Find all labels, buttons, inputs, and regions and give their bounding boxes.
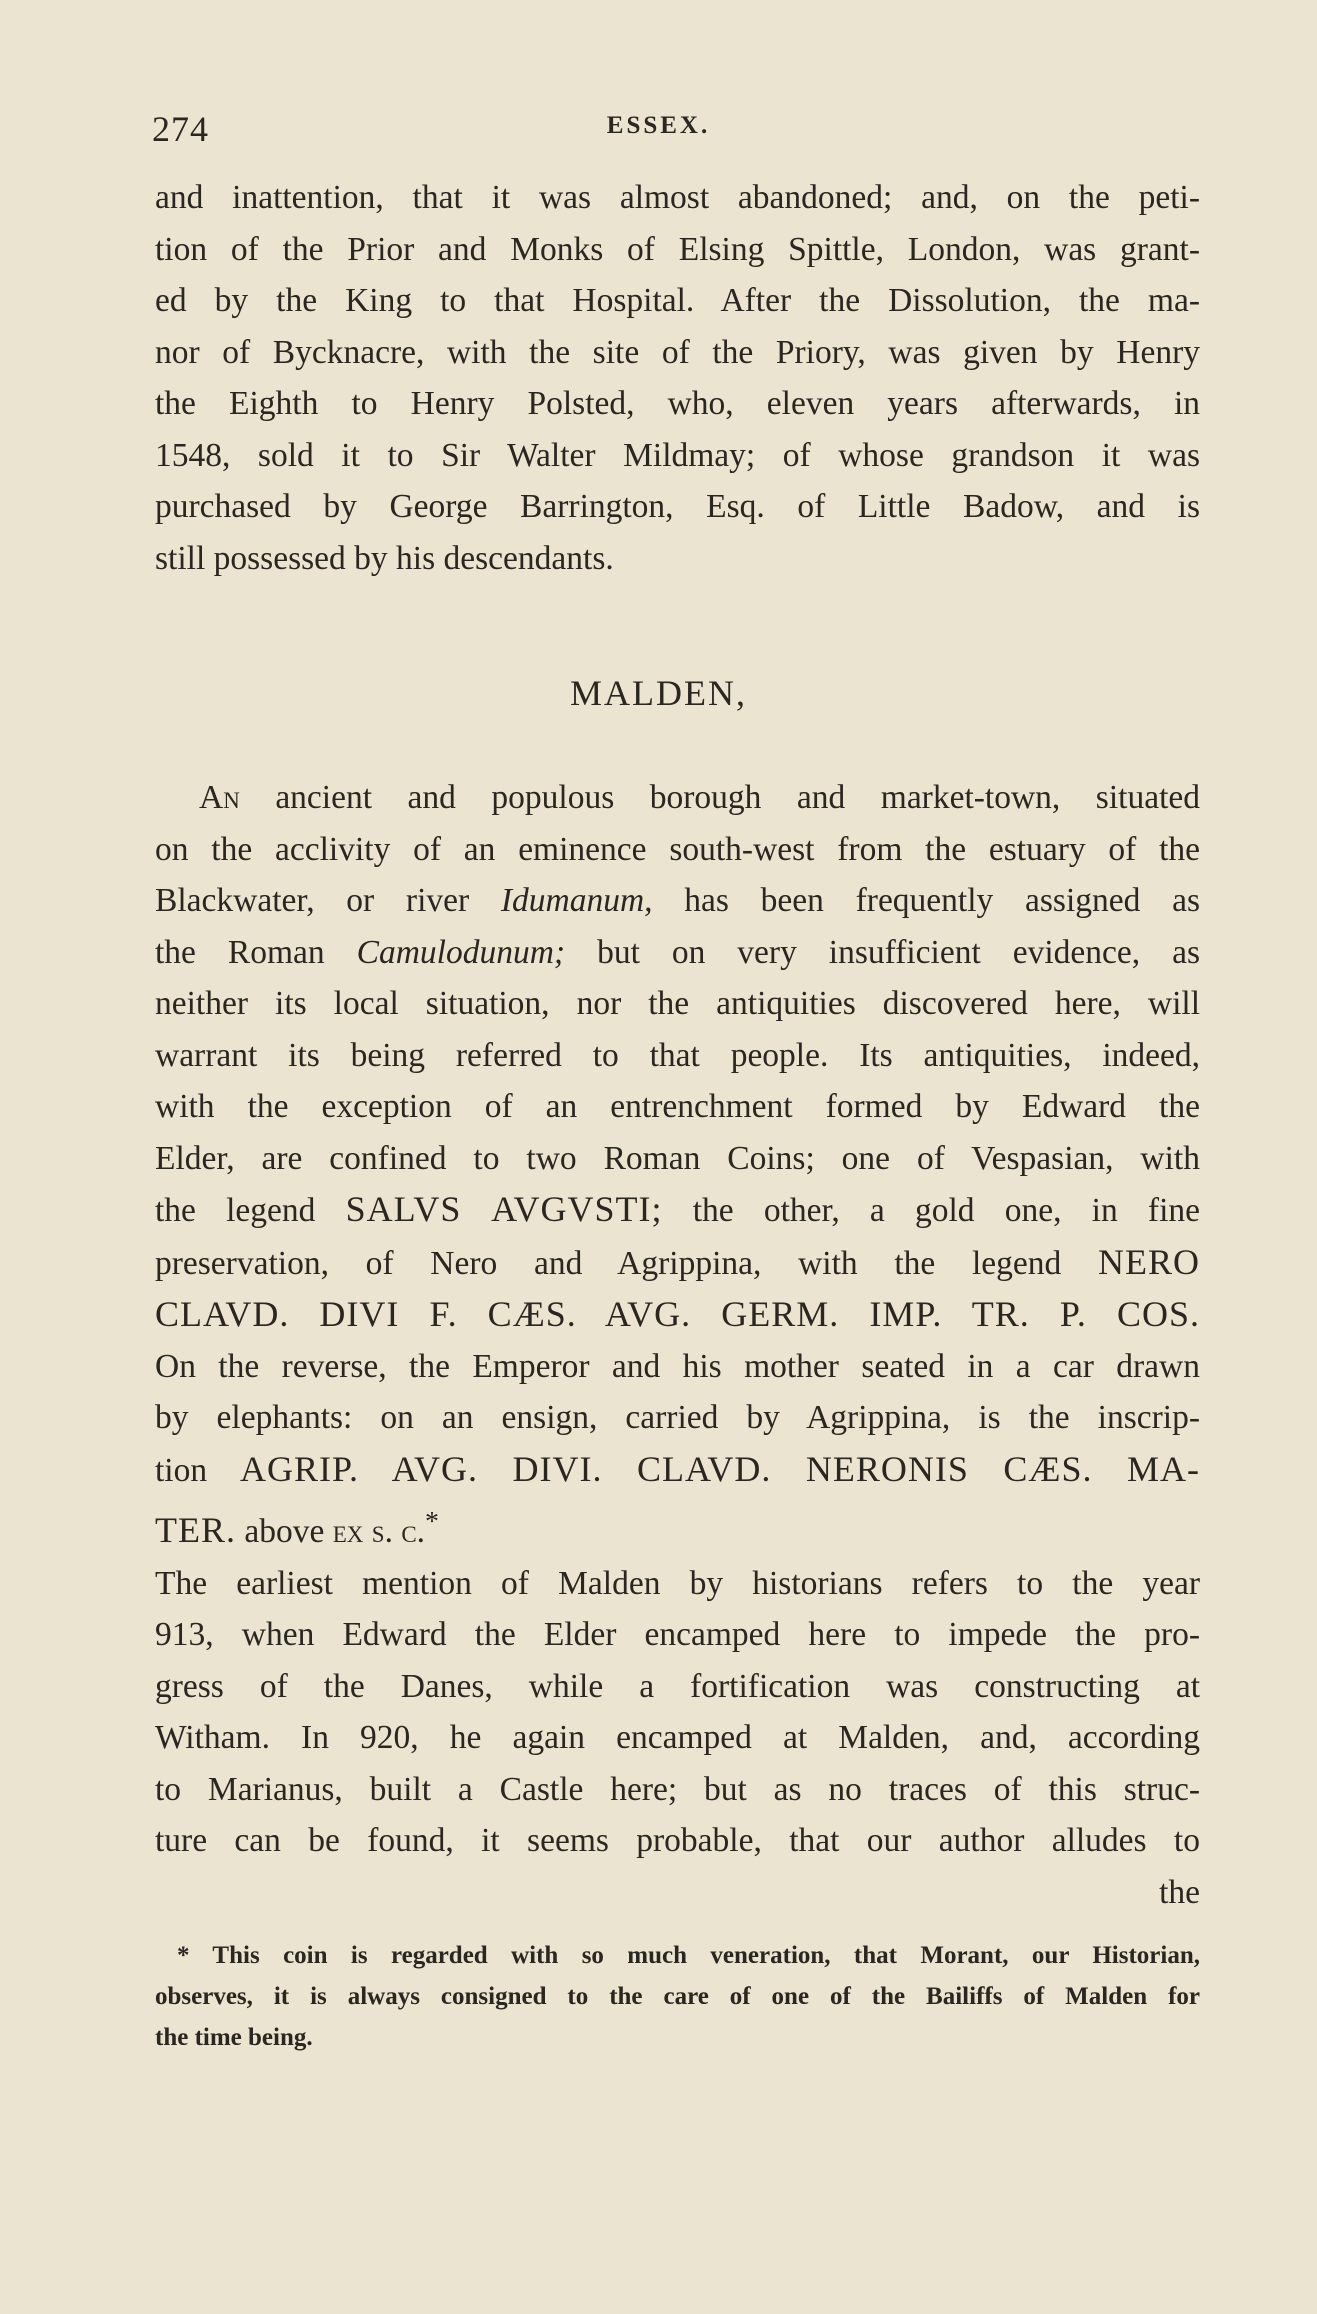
coin-legend: NERO bbox=[1098, 1241, 1201, 1282]
text-line: purchased by George Barrington, Esq. of Little Badow, and is bbox=[155, 488, 1200, 525]
italic-term: Idumanum, bbox=[500, 882, 653, 919]
inscription: AGRIP. AVG. DIVI. CLAVD. NERONIS CÆS. MA- bbox=[240, 1448, 1200, 1489]
text-line: gress of the Danes, while a fortification was constructing at bbox=[155, 1667, 1200, 1705]
footnote-area bbox=[155, 1935, 1200, 2058]
footnote-marker: * bbox=[425, 1506, 439, 1537]
text-line: preservation, of Nero and Agrippina, with the legend NERO bbox=[155, 1241, 1201, 1282]
page-number: 274 bbox=[152, 109, 209, 149]
text-line: tion AGRIP. AVG. DIVI. CLAVD. NERONIS CÆS. MA- bbox=[155, 1448, 1200, 1489]
text-line: Elder, are confined to two Roman Coins; one of Vespasian, with bbox=[155, 1139, 1200, 1177]
text-line: 913, when Edward the Elder encamped here to impede the pro- bbox=[155, 1616, 1200, 1654]
page-header bbox=[0, 100, 1317, 160]
inscription-abbrev: ex s. c. bbox=[332, 1513, 426, 1551]
italic-term: Camulodunum; bbox=[356, 933, 566, 971]
footnote-line: * This coin is regarded with so much veneration, that Morant, our Historian, bbox=[177, 1942, 1200, 1969]
text-line: warrant its being referred to that people. Its antiquities, indeed, bbox=[155, 1036, 1200, 1074]
text-line: ed by the King to that Hospital. After the Dissolution, the ma- bbox=[155, 282, 1200, 319]
running-head: ESSEX. bbox=[606, 112, 711, 139]
text-line: Blackwater, or river Idumanum, has been frequently assigned as bbox=[155, 882, 1201, 919]
section-heading-malden: MALDEN, bbox=[570, 673, 747, 713]
text-line: by elephants: on an ensign, carried by Agrippina, is the inscrip- bbox=[155, 1399, 1200, 1436]
text-line: to Marianus, built a Castle here; but as no traces of this struc- bbox=[155, 1770, 1200, 1808]
text-line: on the acclivity of an eminence south-west from the estuary of the bbox=[155, 830, 1200, 868]
text-line: and inattention, that it was almost abandoned; and, on the peti- bbox=[155, 179, 1200, 216]
text-line: ture can be found, it seems probable, that our author alludes to bbox=[155, 1822, 1200, 1860]
catchword: the bbox=[1159, 1873, 1200, 1911]
text-line: the Eighth to Henry Polsted, who, eleven years afterwards, in bbox=[155, 385, 1200, 422]
footnote-line: the time being. bbox=[155, 2024, 313, 2051]
coin-legend: SALVS AVGVSTI; bbox=[345, 1189, 663, 1229]
text-line: tion of the Prior and Monks of Elsing Spittle, London, was grant- bbox=[155, 230, 1200, 268]
text-line: 1548, sold it to Sir Walter Mildmay; of whose grandson it was bbox=[155, 436, 1200, 474]
coin-legend-line: CLAVD. DIVI F. CÆS. AVG. GERM. IMP. TR. P. COS. bbox=[155, 1294, 1200, 1334]
text-line: On the reverse, the Emperor and his mother seated in a car drawn bbox=[155, 1347, 1200, 1385]
text-line: neither its local situation, nor the antiquities discovered here, will bbox=[155, 985, 1200, 1022]
text-line: the Roman Camulodunum; but on very insufficient evidence, as bbox=[155, 933, 1201, 971]
text-line: The earliest mention of Malden by historians refers to the year bbox=[155, 1564, 1200, 1602]
text-line: TER. above ex s. c.* bbox=[155, 1506, 439, 1551]
text-line: the legend SALVS AVGVSTI; the other, a gold one, in fine bbox=[155, 1189, 1201, 1229]
text-line: with the exception of an entrenchment formed by Edward the bbox=[155, 1088, 1200, 1125]
paragraph-continuation bbox=[155, 172, 1200, 584]
text-line: nor of Bycknacre, with the site of the Priory, was given by Henry bbox=[155, 333, 1200, 371]
text-line: An ancient and populous borough and market-town, situated bbox=[199, 779, 1200, 816]
footnote-line: observes, it is always consigned to the care of one of the Bailiffs of Malden for bbox=[155, 1983, 1200, 2010]
text-line: Witham. In 920, he again encamped at Malden, and, according bbox=[155, 1719, 1200, 1757]
lead-word: An bbox=[199, 779, 240, 816]
text-line: still possessed by his descendants. bbox=[155, 539, 614, 577]
paragraph-malden-description bbox=[155, 772, 1200, 1918]
